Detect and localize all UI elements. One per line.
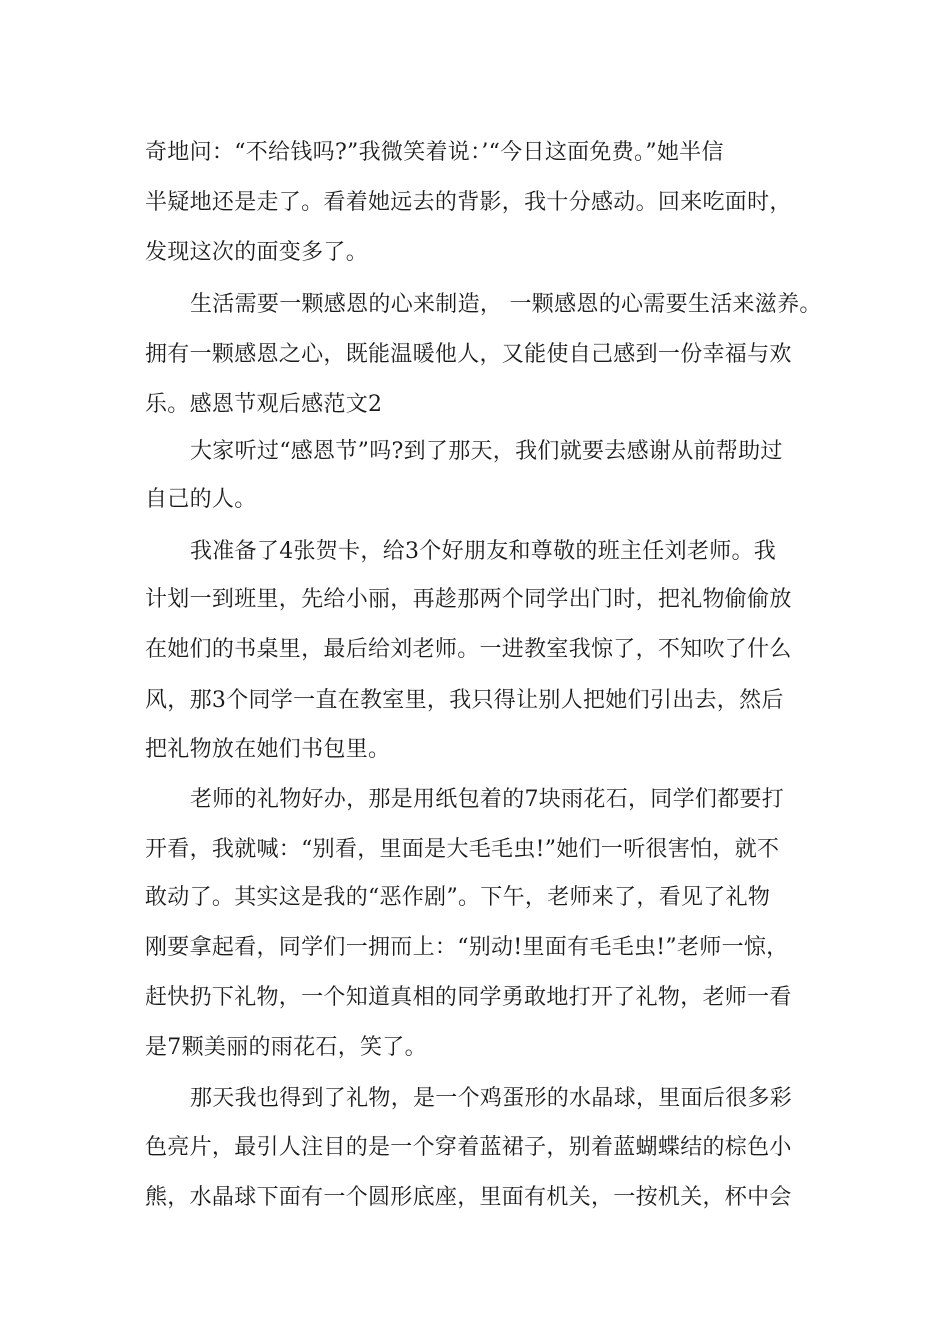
text-line: 拥有一颗感恩之心，既能温暖他人，又能使自己感到一份幸福与欢 [145,342,792,367]
text-line: 发现这次的面变多了。 [145,240,369,265]
text-line: 刚要拿起看，同学们一拥而上：“别动!里面有毛毛虫!”老师一惊， [145,935,789,960]
text-line: 开看，我就喊：“别看，里面是大毛毛虫!”她们一听很害怕，就不 [145,837,780,862]
paragraph-first-line: 生活需要一颗感恩的心来制造， 一颗感恩的心需要生活来滋养。 [190,292,822,317]
text-line: 自己的人。 [145,487,257,512]
text-line: 是7颗美丽的雨花石，笑了。 [145,1035,427,1060]
text-line: 乐。感恩节观后感范文2 [145,392,383,417]
text-line: 熊，水晶球下面有一个圆形底座，里面有机关，一按机关，杯中会 [145,1185,792,1210]
text-line: 色亮片，最引人注目的是一个穿着蓝裙子，别着蓝蝴蝶结的棕色小 [145,1135,792,1160]
paragraph-first-line: 我准备了4张贺卡，给3个好朋友和尊敬的班主任刘老师。我 [190,539,777,564]
paragraph-first-line: 那天我也得到了礼物，是一个鸡蛋形的水晶球，里面后很多彩 [190,1086,793,1111]
text-line: 敢动了。其实这是我的“恶作剧”。下午，老师来了，看见了礼物 [145,885,771,910]
text-line: 半疑地还是走了。看着她远去的背影，我十分感动。回来吃面时， [145,190,792,215]
paragraph-first-line: 老师的礼物好办，那是用纸包着的7块雨花石，同学们都要打 [190,787,785,812]
text-line: 在她们的书桌里，最后给刘老师。一进教室我惊了，不知吹了什么 [145,637,792,662]
text-line: 计划一到班里，先给小丽，再趁那两个同学出门时，把礼物偷偷放 [145,587,792,612]
text-line: 赶快扔下礼物，一个知道真相的同学勇敢地打开了礼物，老师一看 [145,985,792,1010]
text-line: 风，那3个同学一直在教室里，我只得让别人把她们引出去，然后 [145,688,784,713]
text-line: 奇地问：“不给钱吗?”我微笑着说：’“今日这面免费。”她半信 [145,140,724,165]
text-line: 把礼物放在她们书包里。 [145,737,391,762]
paragraph-first-line: 大家听过“感恩节”吗?到了那天，我们就要去感谢从前帮助过 [190,439,783,464]
